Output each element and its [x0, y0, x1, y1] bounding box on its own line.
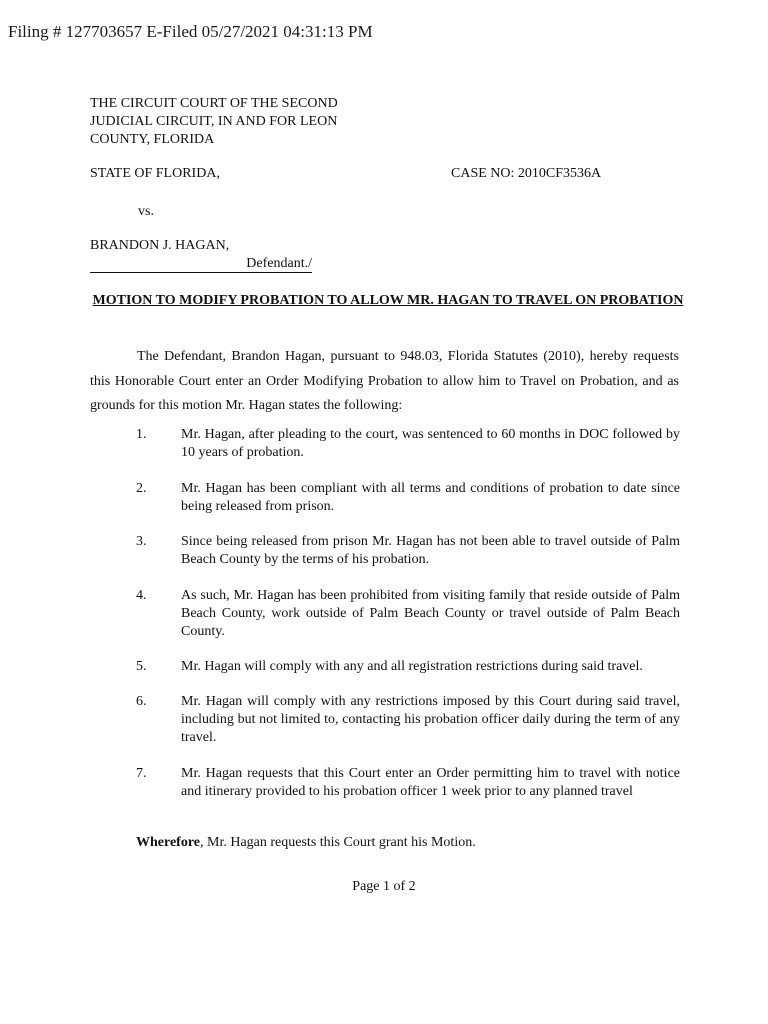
filing-stamp: Filing # 127703657 E-Filed 05/27/2021 04:31:13 PM: [8, 22, 373, 41]
list-item-text: Mr. Hagan will comply with any and all registration restrictions during said travel.: [181, 659, 643, 674]
wherefore-text: , Mr. Hagan requests this Court grant his Motion.: [200, 835, 476, 850]
wherefore-clause: [136, 835, 476, 851]
list-item-text: Mr. Hagan has been compliant with all terms and conditions of probation to date since being released from prison.: [181, 481, 680, 514]
defendant-signature-line: [90, 256, 312, 273]
list-item-number: 6.: [136, 694, 147, 709]
wherefore-bold: Wherefore: [136, 835, 201, 850]
plaintiff-name: STATE OF FLORIDA,: [90, 166, 220, 181]
court-line: JUDICIAL CIRCUIT, IN AND FOR LEON: [90, 114, 338, 129]
motion-title: MOTION TO MODIFY PROBATION TO ALLOW MR. HAGAN TO TRAVEL ON PROBATION: [92, 293, 684, 308]
list-item-text: Mr. Hagan will comply with any restrictions imposed by this Court during said travel, including but not limited to, contacting his probation officer daily during the term of any travel.: [181, 694, 680, 745]
list-item-number: 5.: [136, 659, 147, 674]
list-item-text: Mr. Hagan, after pleading to the court, was sentenced to 60 months in DOC followed by 10 years of probation.: [181, 427, 680, 460]
court-line: THE CIRCUIT COURT OF THE SECOND: [90, 96, 338, 111]
list-item-text: As such, Mr. Hagan has been prohibited from visiting family that reside outside of Palm Beach County, work outside of Palm Beach County or travel outside of Palm Beach County.: [181, 588, 680, 639]
defendant-label: Defendant./: [246, 256, 312, 271]
court-line: COUNTY, FLORIDA: [90, 132, 215, 147]
list-item-number: 7.: [136, 766, 147, 781]
list-item-number: 2.: [136, 481, 147, 496]
page-number: Page 1 of 2: [352, 879, 416, 894]
case-number: CASE NO: 2010CF3536A: [451, 166, 602, 181]
defendant-name: BRANDON J. HAGAN,: [90, 238, 230, 253]
court-heading: [90, 95, 338, 149]
intro-paragraph: [90, 345, 679, 419]
list-item-text: Mr. Hagan requests that this Court enter an Order permitting him to travel with notice and itinerary provided to his probation officer 1 week prior to any planned travel: [181, 766, 680, 799]
list-item-number: 3.: [136, 534, 147, 549]
list-item-text: Since being released from prison Mr. Hagan has not been able to travel outside of Palm Beach County by the terms of his probation.: [181, 534, 680, 567]
versus-label: vs.: [138, 204, 154, 219]
list-item-number: 4.: [136, 588, 147, 603]
intro-text: The Defendant, Brandon Hagan, pursuant to 948.03, Florida Statutes (2010), hereby requests this Honorable Court enter an Order Modifying Probation to allow him to Travel on Probation, and as grounds for this motion Mr. Hagan states the following:: [90, 349, 679, 413]
list-item-number: 1.: [136, 427, 147, 442]
